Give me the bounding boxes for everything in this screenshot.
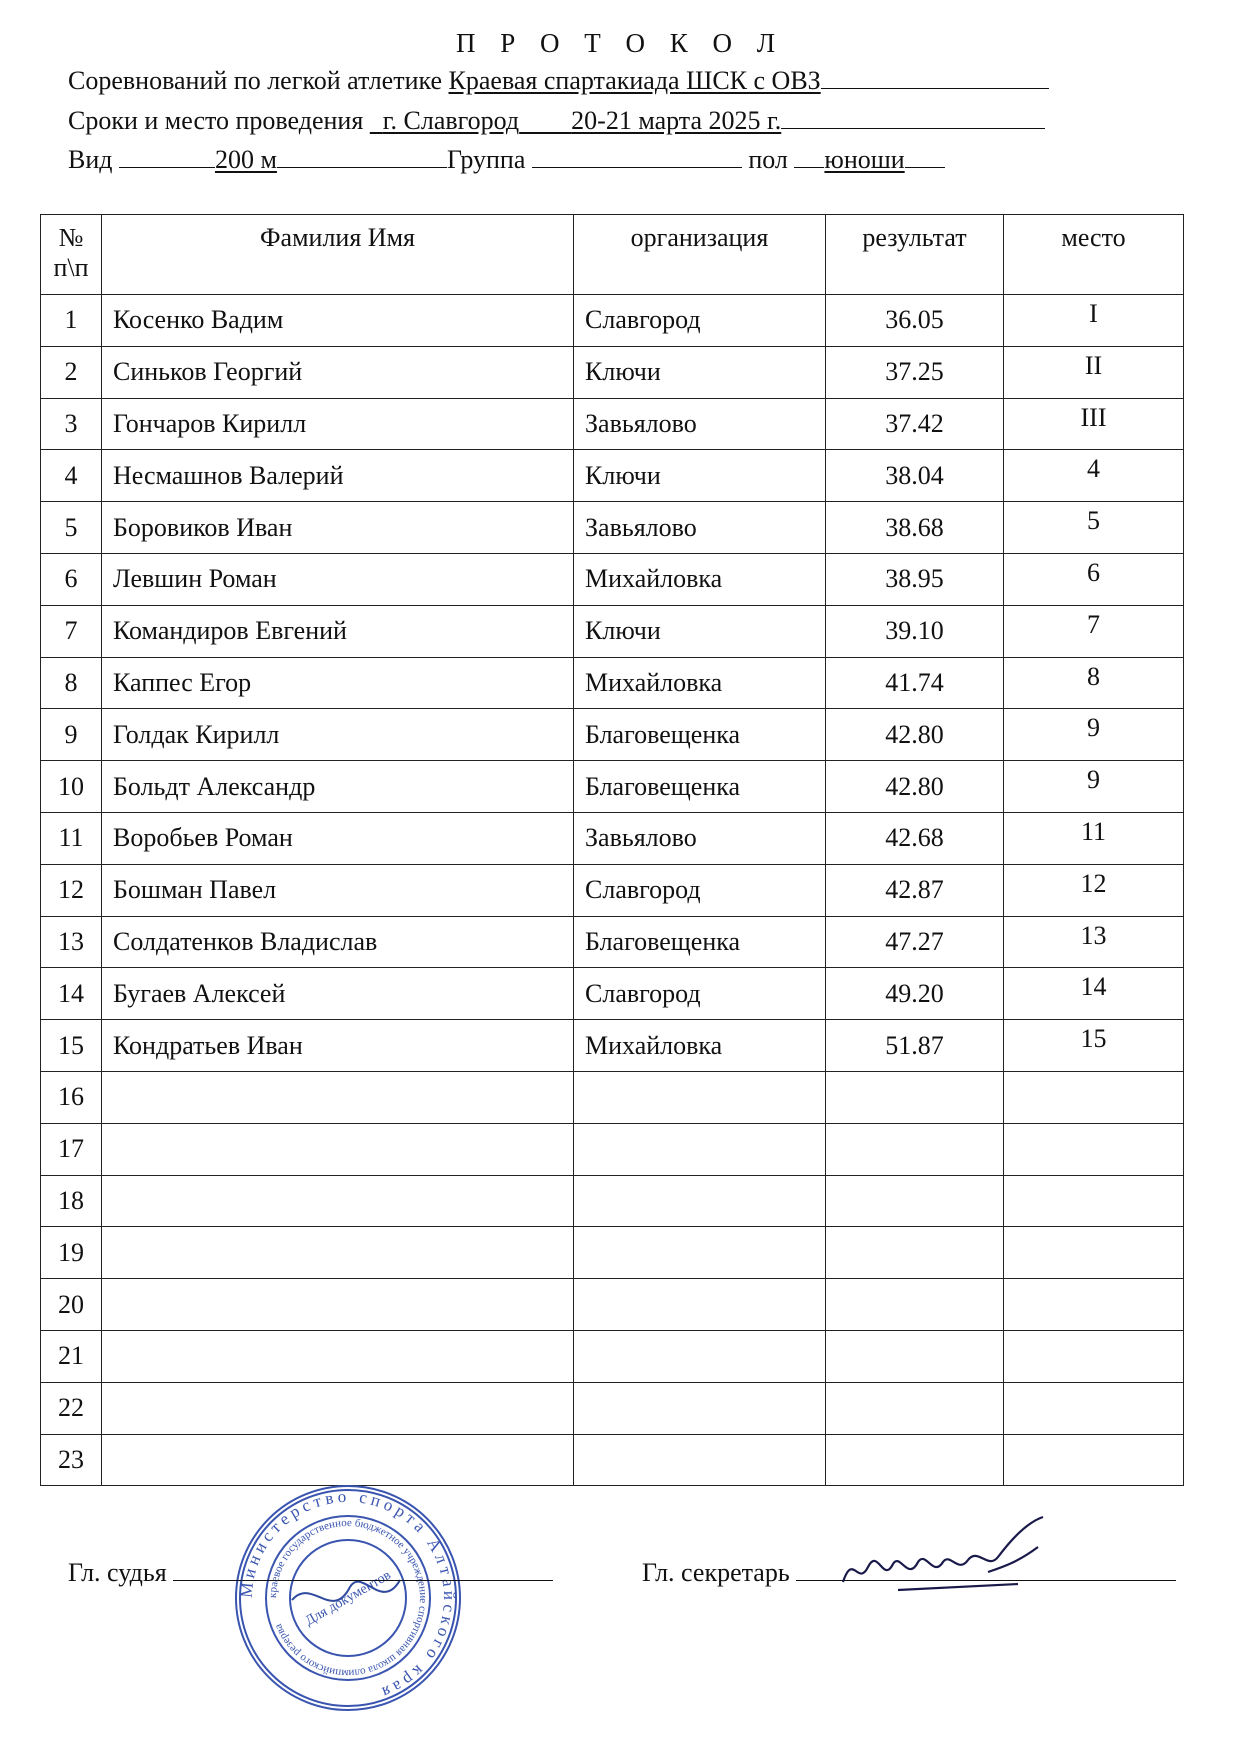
cell-result: 38.04 [826,450,1004,502]
cell-num: 13 [41,916,102,968]
cell-org [574,1175,826,1227]
sex-label: пол [748,145,788,174]
judge-signature-line [68,1556,553,1588]
cell-org [574,1071,826,1123]
table-row [41,864,1184,916]
table-row [41,502,1184,554]
place-value: г. Славгород [382,106,520,135]
judge-line [173,1556,553,1581]
cell-num: 4 [41,450,102,502]
cell-place: 14 [1004,968,1184,1020]
cell-org: Благовещенка [574,761,826,813]
cell-result: 38.68 [826,502,1004,554]
fill-line [794,145,824,168]
table-row [41,916,1184,968]
cell-place: 5 [1004,502,1184,554]
table-body [41,295,1184,1486]
cell-place: 15 [1004,1020,1184,1072]
cell-name [102,1330,574,1382]
cell-num: 2 [41,346,102,398]
cell-place: III [1004,398,1184,450]
dates-place-label: Сроки и место проведения [68,106,364,135]
cell-num: 18 [41,1175,102,1227]
cell-place: 4 [1004,450,1184,502]
cell-name [102,1071,574,1123]
cell-org [574,1227,826,1279]
cell-num: 14 [41,968,102,1020]
cell-place [1004,1175,1184,1227]
cell-place: II [1004,346,1184,398]
cell-place [1004,1123,1184,1175]
header-place: место [1004,215,1184,295]
cell-org: Михайловка [574,657,826,709]
svg-text:Министерство спорта Алтайского: Министерство спорта Алтайского края [236,1486,460,1704]
cell-name: Несмашнов Валерий [102,450,574,502]
cell-num: 21 [41,1330,102,1382]
cell-org: Михайловка [574,553,826,605]
secretary-label: Гл. секретарь [642,1558,790,1587]
cell-name: Гончаров Кирилл [102,398,574,450]
judge-label: Гл. судья [68,1558,167,1587]
cell-name [102,1227,574,1279]
cell-name: Солдатенков Владислав [102,916,574,968]
table-row [41,1434,1184,1486]
dates-place-line [68,106,1045,136]
cell-name: Синьков Георгий [102,346,574,398]
cell-result: 42.80 [826,761,1004,813]
cell-num: 22 [41,1382,102,1434]
cell-num: 12 [41,864,102,916]
cell-result [826,1434,1004,1486]
cell-name [102,1175,574,1227]
cell-place: 9 [1004,709,1184,761]
cell-result [826,1382,1004,1434]
table-header-row [41,215,1184,295]
fill-line [781,106,1045,129]
cell-result [826,1123,1004,1175]
cell-place: 9 [1004,761,1184,813]
fill-line [277,145,447,168]
table-row [41,1020,1184,1072]
cell-result: 41.74 [826,657,1004,709]
event-line [68,145,945,175]
cell-org: Завьялово [574,398,826,450]
header-name: Фамилия Имя [102,215,574,295]
cell-org: Ключи [574,450,826,502]
cell-name: Бугаев Алексей [102,968,574,1020]
cell-place [1004,1071,1184,1123]
cell-result [826,1227,1004,1279]
cell-name [102,1434,574,1486]
cell-name: Воробьев Роман [102,812,574,864]
cell-result: 42.87 [826,864,1004,916]
table-row [41,450,1184,502]
cell-place: 7 [1004,605,1184,657]
cell-num: 23 [41,1434,102,1486]
event-value: 200 м [214,145,277,174]
cell-place [1004,1382,1184,1434]
table-row [41,295,1184,347]
table-row [41,1071,1184,1123]
table-row [41,346,1184,398]
cell-num: 20 [41,1279,102,1331]
cell-name: Левшин Роман [102,553,574,605]
cell-org: Славгород [574,864,826,916]
cell-num: 8 [41,657,102,709]
cell-place [1004,1330,1184,1382]
table-row [41,968,1184,1020]
cell-num: 15 [41,1020,102,1072]
competition-value: Краевая спартакиада ШСК с ОВЗ [448,66,821,95]
cell-num: 7 [41,605,102,657]
group-label: Группа [446,145,526,174]
table-row [41,605,1184,657]
cell-org: Завьялово [574,812,826,864]
official-stamp [232,1482,464,1714]
date-value: 20-21 марта 2025 г. [571,106,782,135]
cell-name [102,1279,574,1331]
cell-org: Славгород [574,295,826,347]
cell-place: 11 [1004,812,1184,864]
svg-text:Для документов: Для документов [302,1567,394,1629]
cell-place: 13 [1004,916,1184,968]
cell-result: 51.87 [826,1020,1004,1072]
cell-org [574,1123,826,1175]
cell-result: 42.80 [826,709,1004,761]
cell-result: 37.25 [826,346,1004,398]
cell-place [1004,1434,1184,1486]
cell-num: 6 [41,553,102,605]
cell-org: Михайловка [574,1020,826,1072]
event-label: Вид [68,145,113,174]
group-value-line [532,145,742,168]
table-row [41,1123,1184,1175]
cell-place: I [1004,295,1184,347]
secretary-signature [838,1512,1058,1602]
cell-result: 38.95 [826,553,1004,605]
cell-result: 36.05 [826,295,1004,347]
table-row [41,1175,1184,1227]
cell-num: 10 [41,761,102,813]
cell-org: Славгород [574,968,826,1020]
cell-num: 9 [41,709,102,761]
header-num: № п\п [41,215,102,295]
cell-org [574,1382,826,1434]
cell-place: 12 [1004,864,1184,916]
fill-line [905,145,945,168]
svg-text:краевое государственное бюджет: краевое государственное бюджетное учреждение спортивная школа олимпийского резерва [266,1516,430,1680]
cell-name: Кондратьев Иван [102,1020,574,1072]
cell-num: 1 [41,295,102,347]
cell-org: Завьялово [574,502,826,554]
cell-name: Каппес Егор [102,657,574,709]
cell-result: 49.20 [826,968,1004,1020]
cell-result [826,1071,1004,1123]
cell-name [102,1382,574,1434]
fill-line [119,145,215,168]
cell-name: Голдак Кирилл [102,709,574,761]
results-table [40,214,1184,1486]
table-row [41,398,1184,450]
fill-line [821,66,1049,89]
cell-result: 47.27 [826,916,1004,968]
sex-value: юноши [824,145,905,174]
table-row [41,1330,1184,1382]
cell-num: 3 [41,398,102,450]
cell-org: Ключи [574,346,826,398]
competition-label: Соревнований по легкой атлетике [68,66,443,95]
table-row [41,1382,1184,1434]
cell-name: Бошман Павел [102,864,574,916]
header-result: результат [826,215,1004,295]
cell-place: 6 [1004,553,1184,605]
competition-line [68,66,1049,96]
cell-name: Боровиков Иван [102,502,574,554]
cell-org [574,1330,826,1382]
table-row [41,1227,1184,1279]
cell-num: 11 [41,812,102,864]
cell-org [574,1434,826,1486]
cell-num: 5 [41,502,102,554]
cell-name: Командиров Евгений [102,605,574,657]
cell-org [574,1279,826,1331]
cell-result [826,1175,1004,1227]
cell-result: 39.10 [826,605,1004,657]
cell-org: Благовещенка [574,916,826,968]
cell-org: Благовещенка [574,709,826,761]
cell-org: Ключи [574,605,826,657]
table-row [41,761,1184,813]
cell-name [102,1123,574,1175]
table-row [41,657,1184,709]
cell-name: Больдт Александр [102,761,574,813]
cell-place: 8 [1004,657,1184,709]
document-title: П Р О Т О К О Л [455,28,785,58]
cell-place [1004,1227,1184,1279]
header-org: организация [574,215,826,295]
cell-name: Косенко Вадим [102,295,574,347]
cell-num: 19 [41,1227,102,1279]
cell-num: 17 [41,1123,102,1175]
table-row [41,1279,1184,1331]
cell-place [1004,1279,1184,1331]
table-row [41,709,1184,761]
cell-result: 37.42 [826,398,1004,450]
cell-num: 16 [41,1071,102,1123]
cell-result [826,1330,1004,1382]
cell-result: 42.68 [826,812,1004,864]
table-row [41,812,1184,864]
table-row [41,553,1184,605]
cell-result [826,1279,1004,1331]
